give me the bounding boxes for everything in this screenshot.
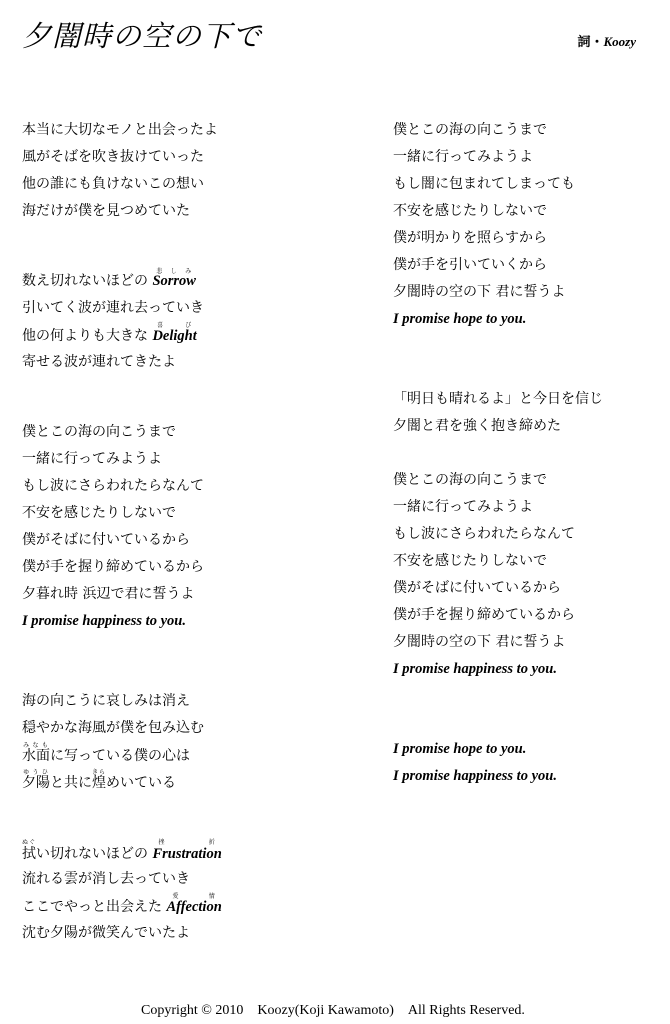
lyric-text: めいている bbox=[106, 775, 176, 791]
lyric-line: 僕とこの海の向こうまで bbox=[22, 424, 176, 440]
lyric-line bbox=[22, 268, 322, 295]
stanza-4 bbox=[22, 688, 322, 796]
lyric-line bbox=[22, 742, 322, 769]
lyric-line: 夕闇と君を強く抱き締めた bbox=[393, 418, 561, 434]
lyric-line: 寄せる波が連れてきたよ bbox=[22, 354, 176, 370]
lyric-line-english: I promise happiness to you. bbox=[393, 661, 557, 677]
ruby-text: きら bbox=[92, 769, 107, 776]
lyric-line: 一緒に行ってみようよ bbox=[393, 499, 533, 515]
lyric-text: 他の何よりも大きな bbox=[22, 328, 153, 344]
stanza-1 bbox=[22, 117, 322, 225]
lyric-line: 海の向こうに哀しみは消え bbox=[22, 693, 190, 709]
lyric-line: 僕がそばに付いているから bbox=[393, 580, 561, 596]
lyric-english-word: Frustration挫 折 bbox=[152, 839, 222, 862]
stanza-6 bbox=[393, 117, 670, 333]
ruby-text: ぬぐ bbox=[22, 839, 37, 846]
page-title: 夕闇時の空の下で bbox=[22, 19, 263, 53]
lyric-text: 数え切れないほどの bbox=[22, 273, 153, 289]
lyric-line: 僕が明かりを照らすから bbox=[393, 230, 547, 246]
lyric-line: 僕とこの海の向こうまで bbox=[393, 122, 547, 138]
lyric-line-english: I promise hope to you. bbox=[393, 741, 527, 757]
lyric-line: もし波にさらわれたらなんて bbox=[393, 526, 575, 542]
lyric-line: 僕とこの海の向こうまで bbox=[393, 472, 547, 488]
lyric-line: 流れる雲が消し去っていき bbox=[22, 871, 190, 887]
lyric-line: 風がそばを吹き抜けていった bbox=[22, 149, 204, 165]
ruby-text: みなも bbox=[22, 742, 50, 749]
ruby-text: ゆうひ bbox=[22, 769, 50, 776]
lyric-line: 「明日も晴れるよ」と今日を信じ bbox=[393, 391, 603, 407]
lyric-line: 引いてく波が連れ去っていき bbox=[22, 300, 204, 316]
lyric-line: もし波にさらわれたらなんて bbox=[22, 478, 204, 494]
lyricist-credit bbox=[577, 31, 636, 50]
ruby-word: 拭ぬぐ bbox=[22, 839, 37, 862]
lyric-line: 僕が手を握り締めているから bbox=[393, 607, 575, 623]
stanza-2 bbox=[22, 268, 322, 376]
lyric-line-english: I promise happiness to you. bbox=[22, 613, 186, 629]
lyric-line bbox=[22, 893, 322, 920]
stanza-3 bbox=[22, 419, 322, 635]
lyric-line: 本当に大切なモノと出会ったよ bbox=[22, 122, 218, 138]
stanza-5 bbox=[22, 839, 322, 947]
lyric-line: 僕がそばに付いているから bbox=[22, 532, 190, 548]
lyric-line-english: I promise hope to you. bbox=[393, 311, 527, 327]
copyright-footer: Copyright © 2010 Koozy(Koji Kawamoto) All Rights Reserved. bbox=[141, 1003, 525, 1018]
stanza-8 bbox=[393, 467, 670, 683]
lyric-line: 一緒に行ってみようよ bbox=[22, 451, 162, 467]
ruby-text: 挫 折 bbox=[152, 839, 222, 846]
lyrics-right-column bbox=[393, 117, 670, 790]
lyric-line: 不安を感じたりしないで bbox=[22, 505, 176, 521]
lyrics-left-column bbox=[22, 117, 322, 947]
lyric-english-word: Affection愛 情 bbox=[166, 893, 222, 915]
lyric-line: もし闇に包まれてしまっても bbox=[393, 176, 575, 192]
ruby-text: 悲しみ bbox=[152, 268, 196, 275]
lyric-line: 夕闇時の空の下 君に誓うよ bbox=[393, 284, 566, 300]
ruby-word: 夕陽ゆうひ bbox=[22, 769, 50, 791]
credit-label: 詞・ bbox=[577, 35, 604, 50]
lyric-line: 夕闇時の空の下 君に誓うよ bbox=[393, 634, 566, 650]
lyric-line: 不安を感じたりしないで bbox=[393, 203, 547, 219]
lyric-text: い切れないほどの bbox=[36, 846, 153, 862]
lyric-line: 一緒に行ってみようよ bbox=[393, 149, 533, 165]
lyric-line: 僕が手を握り締めているから bbox=[22, 559, 204, 575]
lyric-english-word: Delight喜 び bbox=[152, 322, 197, 344]
ruby-text: 喜 び bbox=[152, 322, 197, 329]
lyric-line-english: I promise happiness to you. bbox=[393, 768, 557, 784]
lyric-line: 他の誰にも負けないこの想い bbox=[22, 176, 204, 192]
lyric-text: ここでやっと出会えた bbox=[22, 899, 167, 915]
ruby-word: 水面みなも bbox=[22, 742, 50, 764]
lyric-line bbox=[22, 322, 322, 349]
lyric-line bbox=[22, 769, 322, 796]
stanza-9 bbox=[393, 736, 670, 790]
ruby-word: 煌きら bbox=[92, 769, 107, 791]
lyric-text: と共に bbox=[50, 775, 92, 791]
ruby-text: 愛 情 bbox=[166, 893, 222, 900]
stanza-7 bbox=[393, 386, 670, 440]
lyric-line bbox=[22, 839, 322, 866]
lyric-line: 不安を感じたりしないで bbox=[393, 553, 547, 569]
lyric-line: 穏やかな海風が僕を包み込む bbox=[22, 720, 204, 736]
lyric-line: 海だけが僕を見つめていた bbox=[22, 203, 190, 219]
lyric-line: 僕が手を引いていくから bbox=[393, 257, 547, 273]
credit-name: Koozy bbox=[603, 34, 636, 49]
lyric-line: 夕暮れ時 浜辺で君に誓うよ bbox=[22, 586, 195, 602]
lyric-english-word: Sorrow悲しみ bbox=[152, 268, 196, 289]
lyric-text: に写っている僕の心は bbox=[50, 748, 190, 764]
lyric-line: 沈む夕陽が微笑んでいたよ bbox=[22, 925, 190, 941]
